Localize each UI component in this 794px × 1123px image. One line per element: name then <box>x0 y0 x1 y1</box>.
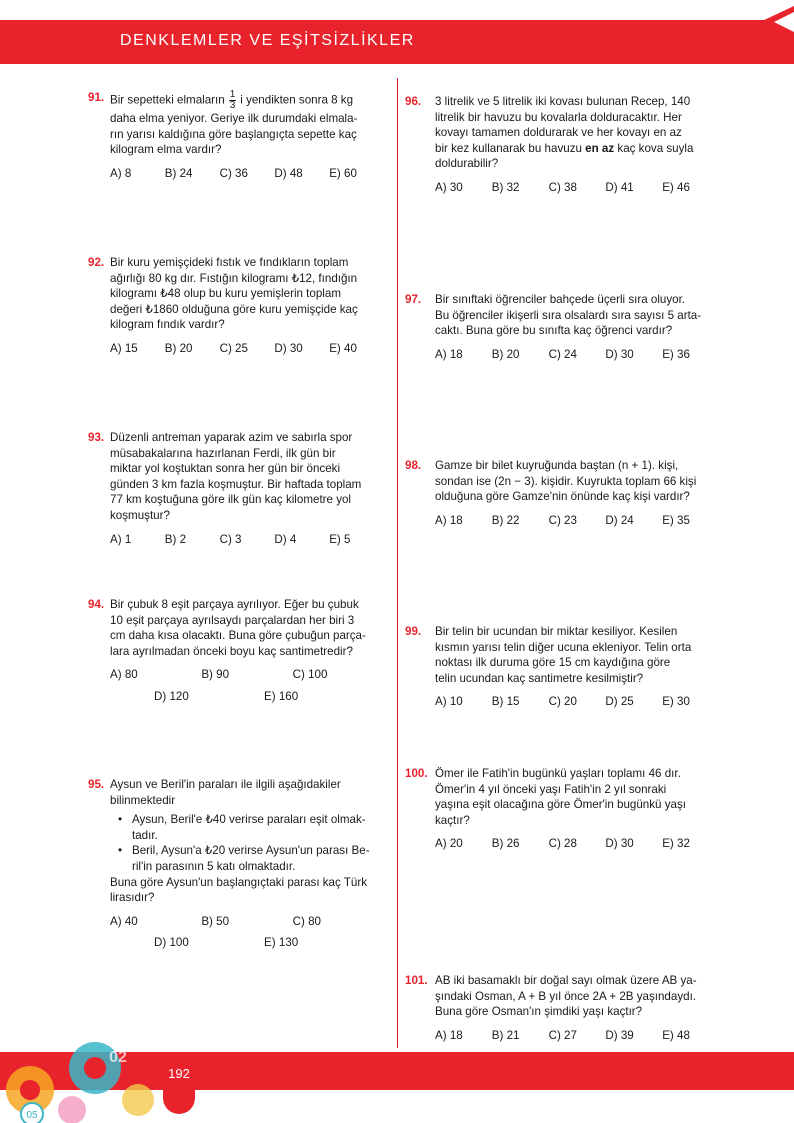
option-a[interactable]: A) 18 <box>435 347 463 361</box>
question-line: Ömer'in 4 yıl önceki yaşı Fatih'in 2 yıl sonraki <box>435 782 667 796</box>
option-d[interactable]: D) 24 <box>605 513 634 527</box>
option-a[interactable]: A) 30 <box>435 180 463 194</box>
option-d[interactable]: D) 120 <box>154 689 189 703</box>
bullet-list <box>110 812 384 874</box>
option-a[interactable]: A) 18 <box>435 1028 463 1042</box>
question-line: sondan ise (2n − 3). kişidir. Kuyrukta toplam 66 kişi <box>435 474 697 488</box>
question-line: koşmuştur? <box>110 508 170 522</box>
question-line: Buna göre Osman'ın şimdiki yaşı kaçtır? <box>435 1005 643 1019</box>
question-line: kovayı tamamen doldurarak ve her kovayı en az <box>435 126 682 140</box>
question-line: müsabakalarına hazırlanan Ferdi, ilk gün bir <box>110 446 336 460</box>
option-d[interactable]: D) 25 <box>605 695 634 709</box>
answer-options <box>435 836 719 852</box>
question-number: 96. <box>405 95 422 108</box>
gears-decoration-icon <box>0 1040 160 1123</box>
question-line: kilogramı ₺48 olup bu kuru yemişlerin toplam <box>110 287 341 301</box>
question-96 <box>405 94 719 196</box>
question-line: olduğuna göre Gamze'nin önünde kaç kişi vardır? <box>435 490 690 504</box>
question-line: bir kez kullanarak bu havuzu en az kaç kova suyla <box>435 141 694 155</box>
question-line: günden 3 km fazla koşmuştur. Bir haftada toplam <box>110 477 362 491</box>
option-d[interactable]: D) 48 <box>274 166 303 180</box>
answer-options <box>110 341 384 357</box>
question-line: noktası ilk duruma göre 15 cm kaydığına göre <box>435 656 671 670</box>
question-line: değeri ₺1860 olduğuna göre kuru yemişçide kaç <box>110 302 358 316</box>
option-c[interactable]: C) 28 <box>548 837 577 851</box>
answer-options <box>435 694 719 710</box>
emphasis: en az <box>585 141 615 155</box>
option-b[interactable]: B) 50 <box>201 914 230 928</box>
unit-badge-2: 02 <box>109 1049 127 1066</box>
option-a[interactable]: A) 8 <box>110 166 132 180</box>
option-d[interactable]: D) 30 <box>274 341 303 355</box>
question-line: rın yarısı kaldığına göre başlangıçta sepette kaç <box>110 127 357 141</box>
column-divider <box>397 78 398 1048</box>
option-b[interactable]: B) 21 <box>491 1028 520 1042</box>
question-line: litrelik bir havuzu bu kovalarla dolduracaktır. Her <box>435 110 682 124</box>
question-line: Bu öğrenciler ikişerli sıra olsalardı sıra sayısı 5 arta- <box>435 308 702 322</box>
option-c[interactable]: C) 38 <box>548 180 577 194</box>
option-e[interactable]: E) 5 <box>329 532 351 546</box>
page-number: 192 <box>168 1066 190 1081</box>
question-line: kilogram fındık vardır? <box>110 318 225 332</box>
option-c[interactable]: C) 3 <box>219 532 242 546</box>
question-line: bilinmektedir <box>110 793 176 807</box>
question-97 <box>405 292 719 362</box>
question-line: Bir kuru yemişçideki fıstık ve fındıkların toplam <box>110 256 349 269</box>
option-a[interactable]: A) 1 <box>110 532 132 546</box>
option-a[interactable]: A) 10 <box>435 695 463 709</box>
option-b[interactable]: B) 90 <box>201 668 230 682</box>
question-line: caktı. Buna göre bu sınıfta kaç öğrenci vardır? <box>435 324 673 338</box>
question-93 <box>88 430 384 547</box>
option-a[interactable]: A) 20 <box>435 837 463 851</box>
question-line: Bir sınıftaki öğrenciler bahçede üçerli sıra oluyor. <box>435 293 686 306</box>
option-b[interactable]: B) 2 <box>164 532 187 546</box>
question-92 <box>88 255 384 357</box>
answer-options <box>435 513 719 529</box>
question-line: lara ayrılmadan önceki boyu kaç santimetredir? <box>110 644 353 658</box>
question-line: kilogram elma vardır? <box>110 143 222 157</box>
question-line: kaçtır? <box>435 813 470 827</box>
option-d[interactable]: D) 100 <box>154 936 189 950</box>
question-number: 91. <box>88 91 105 104</box>
question-line: Gamze bir bilet kuyruğunda baştan (n + 1). kişi, <box>435 459 679 472</box>
option-e[interactable]: E) 30 <box>662 695 690 709</box>
answer-options <box>110 166 384 182</box>
option-e[interactable]: E) 60 <box>329 166 357 180</box>
option-b[interactable]: B) 22 <box>491 513 520 527</box>
question-line: Bir sepetteki elmaların $\frac{1}{3}$ i yendikten sonra 8 kg <box>110 89 354 111</box>
question-line: Bir çubuk 8 eşit parçaya ayrılıyor. Eğer bu çubuk <box>110 598 359 611</box>
question-line: yaşına eşit olacağına göre Ömer'in bugünkü yaşı <box>435 798 686 812</box>
question-line: 77 km koştuğuna göre ilk gün kaç kilometre yol <box>110 493 352 507</box>
page-title: DENKLEMLER VE EŞİTSİZLİKLER <box>120 32 415 49</box>
question-line: Aysun ve Beril'in paraları ile ilgili aşağıdakiler <box>110 778 341 791</box>
question-line: 3 litrelik ve 5 litrelik iki kovası bulunan Recep, 140 <box>435 95 691 108</box>
option-c[interactable]: C) 20 <box>548 695 577 709</box>
question-number: 92. <box>88 256 105 269</box>
option-e[interactable]: E) 46 <box>662 180 690 194</box>
fraction: $\frac{1}{3}$ <box>229 89 236 111</box>
question-line: lirasıdır? <box>110 891 155 905</box>
question-line: Düzenli antreman yaparak azim ve sabırla spor <box>110 431 353 444</box>
option-e[interactable]: E) 48 <box>662 1028 690 1042</box>
bullet-item: • Beril, Aysun'a ₺20 verirse Aysun'un parası Be- ril'in parasının 5 katı olmaktadır. <box>110 843 384 874</box>
question-line: miktar yol koştuktan sonra her gün bir önceki <box>110 462 341 476</box>
answer-options <box>435 1028 719 1044</box>
question-line: 10 eşit parçaya ayrılsaydı parçalardan her biri 3 <box>110 613 355 627</box>
option-c[interactable]: C) 23 <box>548 513 577 527</box>
question-number: 93. <box>88 431 105 444</box>
question-94 <box>88 597 384 705</box>
option-c[interactable]: C) 36 <box>219 166 248 180</box>
answer-options <box>435 347 719 363</box>
page-number-tab <box>163 1052 195 1114</box>
option-c[interactable]: C) 100 <box>292 668 328 682</box>
answer-options <box>435 180 719 196</box>
question-line: şındaki Osman, A + B yıl önce 2A + 2B yaşındaydı. <box>435 989 697 1003</box>
question-line: kısmın yarısı telin diğer ucuna ekleniyor. Telin orta <box>435 640 692 654</box>
question-number: 99. <box>405 625 422 638</box>
question-number: 100. <box>405 767 428 780</box>
question-line: daha elma yeniyor. Geriye ilk durumdaki elmala- <box>110 112 358 125</box>
option-d[interactable]: D) 4 <box>274 532 297 546</box>
question-number: 98. <box>405 459 422 472</box>
option-d[interactable]: D) 39 <box>605 1028 634 1042</box>
header-bar <box>0 20 794 64</box>
question-line: telin ucundan kaç santimetre kesilmiştir? <box>435 671 644 685</box>
option-d[interactable]: D) 30 <box>605 347 634 361</box>
question-number: 97. <box>405 293 422 306</box>
unit-badge: 05 <box>26 1110 38 1121</box>
option-e[interactable]: E) 130 <box>264 936 299 950</box>
answer-options <box>110 914 384 930</box>
question-95 <box>88 777 384 951</box>
option-b[interactable]: B) 15 <box>491 695 520 709</box>
corner-tab-inner-decoration <box>774 12 794 32</box>
option-b[interactable]: B) 20 <box>164 341 193 355</box>
option-b[interactable]: B) 24 <box>164 166 193 180</box>
option-a[interactable]: A) 40 <box>110 914 138 928</box>
option-e[interactable]: E) 40 <box>329 341 357 355</box>
answer-options <box>110 532 384 548</box>
option-d[interactable]: D) 30 <box>605 837 634 851</box>
option-b[interactable]: B) 26 <box>491 837 520 851</box>
question-line: Buna göre Aysun'un başlangıçtaki parası kaç Türk <box>110 875 368 889</box>
question-99 <box>405 624 719 710</box>
answer-options <box>110 667 384 683</box>
option-c[interactable]: C) 25 <box>219 341 248 355</box>
option-e[interactable]: E) 160 <box>264 689 299 703</box>
question-line: Bir telin bir ucundan bir miktar kesiliyor. Kesilen <box>435 625 678 638</box>
question-91 <box>88 90 384 181</box>
question-98 <box>405 458 719 528</box>
question-number: 94. <box>88 598 105 611</box>
answer-options-row2 <box>154 935 384 951</box>
option-a[interactable]: A) 18 <box>435 513 463 527</box>
option-e[interactable]: E) 35 <box>662 513 690 527</box>
option-c[interactable]: C) 27 <box>548 1028 577 1042</box>
question-100 <box>405 766 719 852</box>
question-101 <box>405 973 719 1043</box>
question-number: 101. <box>405 974 428 987</box>
option-e[interactable]: E) 32 <box>662 837 690 851</box>
question-line: AB iki basamaklı bir doğal sayı olmak üzere AB ya- <box>435 974 697 987</box>
question-line: doldurabilir? <box>435 157 499 171</box>
question-line: cm daha kısa olacaktı. Buna göre çubuğun parça- <box>110 629 366 643</box>
option-b[interactable]: B) 20 <box>491 347 520 361</box>
option-d[interactable]: D) 41 <box>605 180 634 194</box>
bullet-item: • Aysun, Beril'e ₺40 verirse paraları eşit olmak- tadır. <box>110 812 384 843</box>
question-number: 95. <box>88 778 105 791</box>
option-a[interactable]: A) 15 <box>110 341 138 355</box>
answer-options-row2 <box>154 689 384 705</box>
option-c[interactable]: C) 24 <box>548 347 577 361</box>
question-line: Ömer ile Fatih'in bugünkü yaşları toplamı 46 dır. <box>435 767 681 780</box>
option-b[interactable]: B) 32 <box>491 180 520 194</box>
question-line: ağırlığı 80 kg dır. Fıstığın kilogramı ₺12, fındığın <box>110 271 358 285</box>
option-a[interactable]: A) 80 <box>110 668 138 682</box>
option-c[interactable]: C) 80 <box>292 914 322 928</box>
option-e[interactable]: E) 36 <box>662 347 690 361</box>
